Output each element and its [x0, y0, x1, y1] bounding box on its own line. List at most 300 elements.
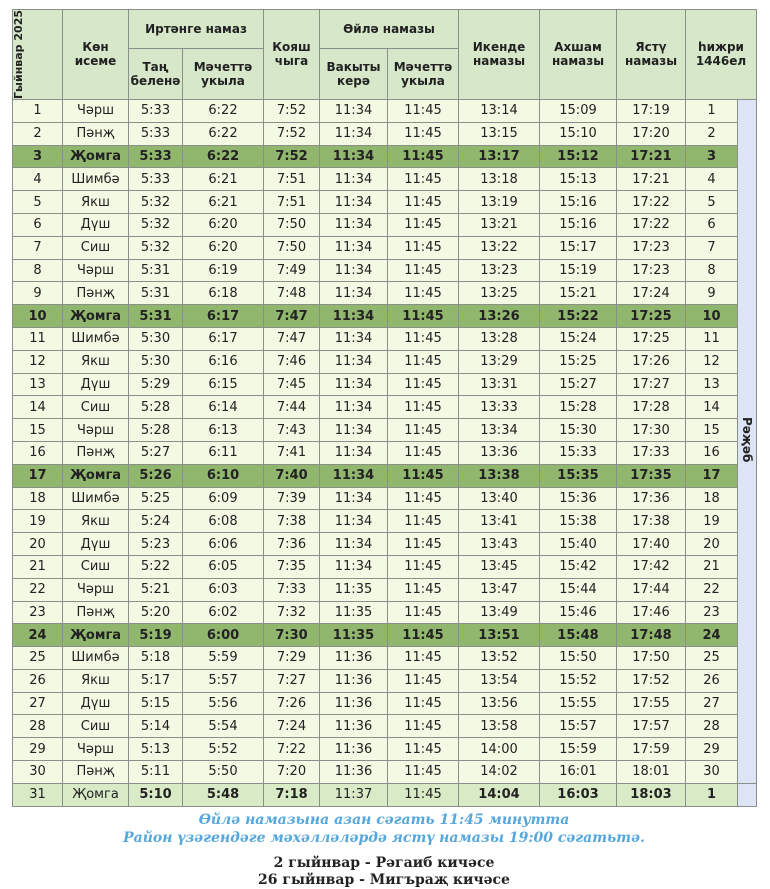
morning-mosque-time: 6:08	[183, 510, 264, 533]
hijri-day: 28	[686, 715, 738, 738]
morning-mosque-time: 6:05	[183, 555, 264, 578]
evening-time: 15:12	[540, 145, 617, 168]
day-number: 1	[13, 99, 63, 122]
afternoon-time: 13:58	[459, 715, 540, 738]
afternoon-time: 13:15	[459, 122, 540, 145]
table-row	[13, 487, 757, 510]
day-name: Шимбә	[63, 647, 129, 670]
sunrise-time: 7:41	[264, 441, 320, 464]
night-time: 17:48	[617, 624, 686, 647]
table-row	[13, 259, 757, 282]
noon-mosque-time: 11:45	[388, 578, 459, 601]
noon-time: 11:35	[320, 601, 388, 624]
night-time: 17:44	[617, 578, 686, 601]
night-time: 17:23	[617, 259, 686, 282]
day-name: Шимбә	[63, 168, 129, 191]
day-name: Пәнҗ	[63, 282, 129, 305]
morning-mosque-time: 6:17	[183, 327, 264, 350]
evening-time: 15:19	[540, 259, 617, 282]
table-row	[13, 624, 757, 647]
table-row	[13, 533, 757, 556]
night-time: 17:40	[617, 533, 686, 556]
day-number: 5	[13, 191, 63, 214]
evening-time: 15:48	[540, 624, 617, 647]
afternoon-time: 13:49	[459, 601, 540, 624]
dawn-time: 5:28	[129, 396, 183, 419]
hijri-day: 16	[686, 441, 738, 464]
sunrise-time: 7:47	[264, 305, 320, 328]
night-time: 17:59	[617, 738, 686, 761]
dawn-time: 5:32	[129, 236, 183, 259]
day-name: Сиш	[63, 715, 129, 738]
table-row	[13, 464, 757, 487]
day-name: Шимбә	[63, 487, 129, 510]
evening-time: 16:03	[540, 783, 617, 806]
day-name: Пәнҗ	[63, 122, 129, 145]
sunrise-time: 7:51	[264, 191, 320, 214]
morning-mosque-time: 6:16	[183, 350, 264, 373]
noon-mosque-time: 11:45	[388, 647, 459, 670]
night-time: 18:01	[617, 761, 686, 784]
dawn-time: 5:14	[129, 715, 183, 738]
hijri-day: 29	[686, 738, 738, 761]
event-migraj: 26 гыйнвар - Мигъраҗ кичәсе	[258, 871, 510, 888]
day-number: 11	[13, 327, 63, 350]
day-name: Дүш	[63, 213, 129, 236]
day-number: 13	[13, 373, 63, 396]
header-hijri: һижри 1446ел	[686, 10, 757, 100]
noon-mosque-time: 11:45	[388, 213, 459, 236]
table-row	[13, 419, 757, 442]
sunrise-time: 7:50	[264, 213, 320, 236]
morning-mosque-time: 5:48	[183, 783, 264, 806]
sunrise-time: 7:47	[264, 327, 320, 350]
noon-mosque-time: 11:45	[388, 259, 459, 282]
table-row	[13, 715, 757, 738]
morning-mosque-time: 6:00	[183, 624, 264, 647]
header-sunrise: Кояш чыга	[264, 10, 320, 100]
morning-mosque-time: 6:22	[183, 122, 264, 145]
noon-time: 11:36	[320, 692, 388, 715]
afternoon-time: 13:34	[459, 419, 540, 442]
table-row	[13, 99, 757, 122]
header-morning-mosque: Мәчеттә укыла	[183, 48, 264, 99]
morning-mosque-time: 5:59	[183, 647, 264, 670]
noon-time: 11:34	[320, 510, 388, 533]
noon-time: 11:35	[320, 624, 388, 647]
day-name: Пәнҗ	[63, 601, 129, 624]
day-number: 10	[13, 305, 63, 328]
dawn-time: 5:17	[129, 669, 183, 692]
noon-mosque-time: 11:45	[388, 122, 459, 145]
night-time: 17:21	[617, 145, 686, 168]
sunrise-time: 7:24	[264, 715, 320, 738]
morning-mosque-time: 6:02	[183, 601, 264, 624]
noon-mosque-time: 11:45	[388, 145, 459, 168]
noon-mosque-time: 11:45	[388, 464, 459, 487]
dawn-time: 5:13	[129, 738, 183, 761]
noon-mosque-time: 11:45	[388, 350, 459, 373]
morning-mosque-time: 6:19	[183, 259, 264, 282]
night-time: 17:55	[617, 692, 686, 715]
hijri-day: 5	[686, 191, 738, 214]
timetable-body	[13, 99, 757, 806]
noon-mosque-time: 11:45	[388, 305, 459, 328]
notes-section	[12, 811, 756, 889]
noon-mosque-time: 11:45	[388, 373, 459, 396]
day-number: 30	[13, 761, 63, 784]
night-time: 18:03	[617, 783, 686, 806]
hijri-day: 18	[686, 487, 738, 510]
table-row	[13, 122, 757, 145]
header-night: Ястү намазы	[617, 10, 686, 100]
day-name: Сиш	[63, 236, 129, 259]
afternoon-time: 13:31	[459, 373, 540, 396]
evening-time: 15:25	[540, 350, 617, 373]
table-row	[13, 168, 757, 191]
header-evening: Ахшам намазы	[540, 10, 617, 100]
hijri-day: 9	[686, 282, 738, 305]
day-number: 12	[13, 350, 63, 373]
hijri-day: 17	[686, 464, 738, 487]
evening-time: 15:55	[540, 692, 617, 715]
day-name: Сиш	[63, 555, 129, 578]
hijri-day: 20	[686, 533, 738, 556]
morning-mosque-time: 5:54	[183, 715, 264, 738]
day-name: Якш	[63, 510, 129, 533]
hijri-day: 24	[686, 624, 738, 647]
header-noon-mosque: Мәчеттә укыла	[388, 48, 459, 99]
night-time: 17:20	[617, 122, 686, 145]
noon-mosque-time: 11:45	[388, 624, 459, 647]
noon-mosque-time: 11:45	[388, 692, 459, 715]
day-number: 21	[13, 555, 63, 578]
noon-mosque-time: 11:45	[388, 441, 459, 464]
header-dawn: Таң беленә	[129, 48, 183, 99]
dawn-time: 5:22	[129, 555, 183, 578]
evening-time: 15:38	[540, 510, 617, 533]
dawn-time: 5:31	[129, 282, 183, 305]
hijri-day: 7	[686, 236, 738, 259]
day-name: Дүш	[63, 692, 129, 715]
hijri-day: 30	[686, 761, 738, 784]
evening-time: 15:13	[540, 168, 617, 191]
night-time: 17:52	[617, 669, 686, 692]
evening-time: 15:22	[540, 305, 617, 328]
day-number: 8	[13, 259, 63, 282]
dawn-time: 5:30	[129, 350, 183, 373]
afternoon-time: 13:17	[459, 145, 540, 168]
afternoon-time: 14:04	[459, 783, 540, 806]
day-name: Җомга	[63, 624, 129, 647]
hijri-day: 26	[686, 669, 738, 692]
morning-mosque-time: 6:14	[183, 396, 264, 419]
afternoon-time: 13:29	[459, 350, 540, 373]
afternoon-time: 13:25	[459, 282, 540, 305]
morning-mosque-time: 6:15	[183, 373, 264, 396]
sunrise-time: 7:29	[264, 647, 320, 670]
table-row	[13, 373, 757, 396]
hijri-day: 6	[686, 213, 738, 236]
evening-time: 15:52	[540, 669, 617, 692]
sunrise-time: 7:35	[264, 555, 320, 578]
night-time: 17:36	[617, 487, 686, 510]
table-row	[13, 327, 757, 350]
morning-mosque-time: 5:50	[183, 761, 264, 784]
day-number: 2	[13, 122, 63, 145]
afternoon-time: 13:43	[459, 533, 540, 556]
night-time: 17:30	[617, 419, 686, 442]
dawn-time: 5:27	[129, 441, 183, 464]
night-time: 17:35	[617, 464, 686, 487]
morning-mosque-time: 6:09	[183, 487, 264, 510]
noon-time: 11:34	[320, 327, 388, 350]
table-row	[13, 601, 757, 624]
dawn-time: 5:31	[129, 305, 183, 328]
day-number: 29	[13, 738, 63, 761]
day-name: Чәрш	[63, 578, 129, 601]
afternoon-time: 13:19	[459, 191, 540, 214]
day-name: Якш	[63, 191, 129, 214]
noon-time: 11:34	[320, 464, 388, 487]
night-time: 17:38	[617, 510, 686, 533]
afternoon-time: 13:14	[459, 99, 540, 122]
evening-time: 15:17	[540, 236, 617, 259]
evening-time: 15:33	[540, 441, 617, 464]
noon-mosque-time: 11:45	[388, 510, 459, 533]
night-time: 17:22	[617, 191, 686, 214]
noon-time: 11:34	[320, 145, 388, 168]
noon-time: 11:34	[320, 305, 388, 328]
day-number: 20	[13, 533, 63, 556]
sunrise-time: 7:50	[264, 236, 320, 259]
dawn-time: 5:25	[129, 487, 183, 510]
note-night-prayer: Район үзәгендәге мәхәлләләрдә ястү намазы 19:00 сәгатьтә.	[123, 829, 645, 846]
dawn-time: 5:33	[129, 99, 183, 122]
hijri-day: 15	[686, 419, 738, 442]
noon-time: 11:36	[320, 761, 388, 784]
sunrise-time: 7:39	[264, 487, 320, 510]
noon-mosque-time: 11:45	[388, 761, 459, 784]
day-name: Дүш	[63, 533, 129, 556]
afternoon-time: 13:23	[459, 259, 540, 282]
day-name: Чәрш	[63, 259, 129, 282]
night-time: 17:21	[617, 168, 686, 191]
day-number: 27	[13, 692, 63, 715]
morning-mosque-time: 6:22	[183, 99, 264, 122]
afternoon-time: 13:45	[459, 555, 540, 578]
sunrise-time: 7:32	[264, 601, 320, 624]
day-name: Якш	[63, 669, 129, 692]
hijri-day: 8	[686, 259, 738, 282]
noon-time: 11:34	[320, 99, 388, 122]
day-name: Якш	[63, 350, 129, 373]
hijri-day: 4	[686, 168, 738, 191]
afternoon-time: 13:51	[459, 624, 540, 647]
header-morning-group: Иртәнге намаз	[129, 10, 264, 49]
dawn-time: 5:11	[129, 761, 183, 784]
evening-time: 15:42	[540, 555, 617, 578]
day-name: Пәнҗ	[63, 441, 129, 464]
afternoon-time: 13:38	[459, 464, 540, 487]
evening-time: 15:35	[540, 464, 617, 487]
sunrise-time: 7:36	[264, 533, 320, 556]
night-time: 17:42	[617, 555, 686, 578]
morning-mosque-time: 5:56	[183, 692, 264, 715]
afternoon-time: 13:41	[459, 510, 540, 533]
sunrise-time: 7:26	[264, 692, 320, 715]
prayer-timetable	[12, 9, 756, 889]
dawn-time: 5:33	[129, 145, 183, 168]
day-number: 25	[13, 647, 63, 670]
evening-time: 16:01	[540, 761, 617, 784]
noon-mosque-time: 11:45	[388, 555, 459, 578]
table-row	[13, 441, 757, 464]
timetable	[12, 9, 757, 807]
day-name: Җомга	[63, 305, 129, 328]
noon-time: 11:34	[320, 191, 388, 214]
noon-mosque-time: 11:45	[388, 419, 459, 442]
hijri-day: 12	[686, 350, 738, 373]
sunrise-time: 7:43	[264, 419, 320, 442]
noon-time: 11:34	[320, 373, 388, 396]
hijri-day: 3	[686, 145, 738, 168]
dawn-time: 5:23	[129, 533, 183, 556]
day-number: 16	[13, 441, 63, 464]
dawn-time: 5:20	[129, 601, 183, 624]
day-name: Сиш	[63, 396, 129, 419]
evening-time: 15:30	[540, 419, 617, 442]
night-time: 17:23	[617, 236, 686, 259]
afternoon-time: 14:00	[459, 738, 540, 761]
afternoon-time: 13:40	[459, 487, 540, 510]
night-time: 17:28	[617, 396, 686, 419]
sunrise-time: 7:45	[264, 373, 320, 396]
dawn-time: 5:30	[129, 327, 183, 350]
day-name: Җомга	[63, 145, 129, 168]
evening-time: 15:16	[540, 191, 617, 214]
dawn-time: 5:10	[129, 783, 183, 806]
sunrise-time: 7:18	[264, 783, 320, 806]
hijri-day: 13	[686, 373, 738, 396]
night-time: 17:50	[617, 647, 686, 670]
sunrise-time: 7:48	[264, 282, 320, 305]
day-number: 22	[13, 578, 63, 601]
noon-time: 11:34	[320, 213, 388, 236]
table-row	[13, 510, 757, 533]
hijri-day: 1	[686, 783, 738, 806]
afternoon-time: 13:28	[459, 327, 540, 350]
note-noon-azan: Өйлә намазына азан сәгать 11:45 минутта	[198, 811, 570, 828]
table-row	[13, 145, 757, 168]
evening-time: 15:27	[540, 373, 617, 396]
noon-mosque-time: 11:45	[388, 327, 459, 350]
day-number: 3	[13, 145, 63, 168]
day-number: 26	[13, 669, 63, 692]
evening-time: 15:46	[540, 601, 617, 624]
evening-time: 15:21	[540, 282, 617, 305]
day-number: 18	[13, 487, 63, 510]
table-row	[13, 282, 757, 305]
noon-mosque-time: 11:45	[388, 601, 459, 624]
table-row	[13, 738, 757, 761]
morning-mosque-time: 6:18	[183, 282, 264, 305]
dawn-time: 5:15	[129, 692, 183, 715]
day-number: 7	[13, 236, 63, 259]
morning-mosque-time: 6:21	[183, 191, 264, 214]
noon-time: 11:34	[320, 441, 388, 464]
noon-mosque-time: 11:45	[388, 783, 459, 806]
noon-time: 11:34	[320, 350, 388, 373]
night-time: 17:46	[617, 601, 686, 624]
noon-time: 11:37	[320, 783, 388, 806]
noon-time: 11:34	[320, 122, 388, 145]
noon-time: 11:34	[320, 396, 388, 419]
header-afternoon: Икенде намазы	[459, 10, 540, 100]
evening-time: 15:16	[540, 213, 617, 236]
dawn-time: 5:33	[129, 122, 183, 145]
evening-time: 15:59	[540, 738, 617, 761]
hijri-day: 23	[686, 601, 738, 624]
sunrise-time: 7:52	[264, 122, 320, 145]
dawn-time: 5:32	[129, 191, 183, 214]
afternoon-time: 13:26	[459, 305, 540, 328]
night-time: 17:24	[617, 282, 686, 305]
table-row	[13, 647, 757, 670]
dawn-time: 5:21	[129, 578, 183, 601]
evening-time: 15:44	[540, 578, 617, 601]
morning-mosque-time: 6:13	[183, 419, 264, 442]
sunrise-time: 7:27	[264, 669, 320, 692]
noon-time: 11:35	[320, 578, 388, 601]
header-day-name: Көн исеме	[63, 10, 129, 100]
table-row	[13, 669, 757, 692]
hijri-month-text: Рәҗәб	[740, 416, 754, 463]
header-noon-time: Вакыты керә	[320, 48, 388, 99]
hijri-day: 1	[686, 99, 738, 122]
evening-time: 15:10	[540, 122, 617, 145]
table-row	[13, 396, 757, 419]
noon-time: 11:34	[320, 259, 388, 282]
noon-mosque-time: 11:45	[388, 715, 459, 738]
day-name: Чәрш	[63, 99, 129, 122]
day-number: 14	[13, 396, 63, 419]
dawn-time: 5:28	[129, 419, 183, 442]
day-number: 24	[13, 624, 63, 647]
night-time: 17:26	[617, 350, 686, 373]
noon-time: 11:36	[320, 669, 388, 692]
evening-time: 15:57	[540, 715, 617, 738]
header-noon-group: Өйлә намазы	[320, 10, 459, 49]
day-name: Җомга	[63, 783, 129, 806]
hijri-day: 21	[686, 555, 738, 578]
header-month-year: Гыйнвар 2025	[13, 10, 63, 100]
night-time: 17:25	[617, 305, 686, 328]
day-name: Чәрш	[63, 738, 129, 761]
noon-time: 11:36	[320, 715, 388, 738]
evening-time: 15:28	[540, 396, 617, 419]
table-row	[13, 305, 757, 328]
afternoon-time: 13:36	[459, 441, 540, 464]
noon-mosque-time: 11:45	[388, 168, 459, 191]
morning-mosque-time: 6:22	[183, 145, 264, 168]
night-time: 17:27	[617, 373, 686, 396]
afternoon-time: 13:21	[459, 213, 540, 236]
day-number: 4	[13, 168, 63, 191]
afternoon-time: 13:56	[459, 692, 540, 715]
evening-time: 15:40	[540, 533, 617, 556]
hijri-day: 10	[686, 305, 738, 328]
